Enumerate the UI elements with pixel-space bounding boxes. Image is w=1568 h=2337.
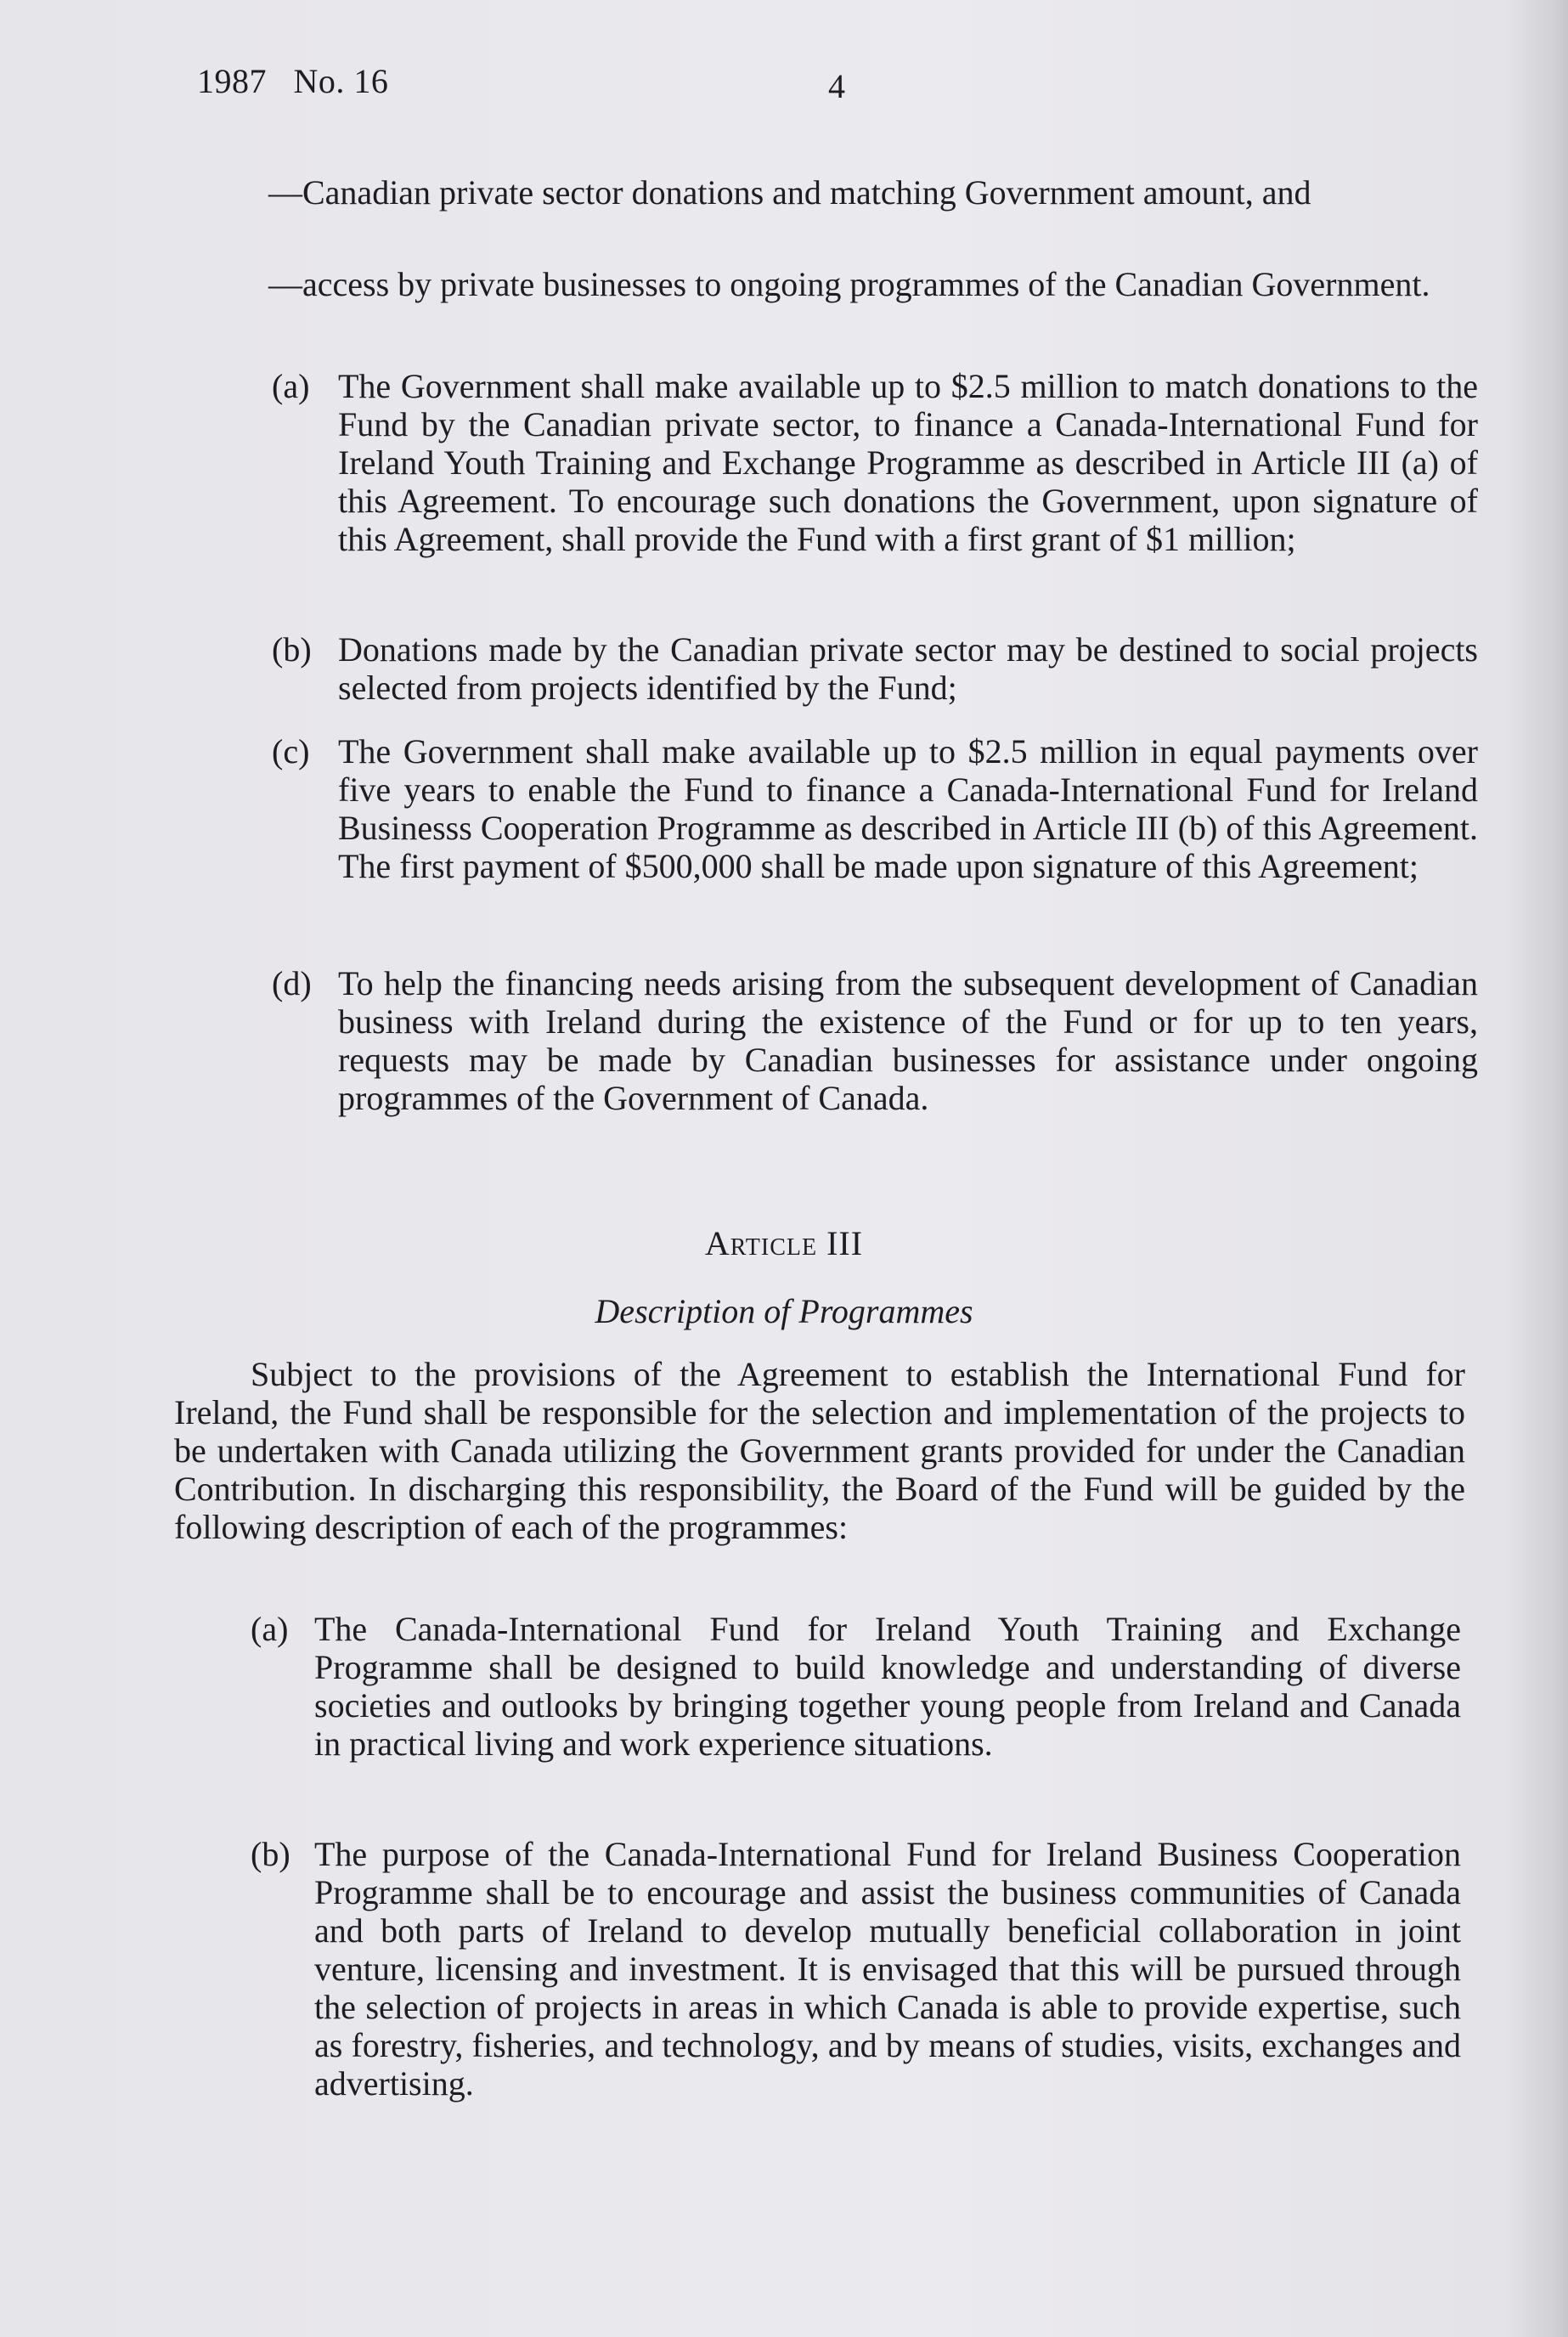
item-text: Donations made by the Canadian private sector may be destined to social projects selected from projects identified by the Fund; [338,630,1478,707]
item-text: The purpose of the Canada-International Fund for Ireland Business Cooperation Programme shall be to encourage and assist the business communities of Canada and both parts of Ireland to develop mutually beneficial collaboration in joint venture, licensing and investment. It is envisaged that this will be pursued through the selection of projects in areas in which Canada is able to provide expertise, such as forestry, fisheries, and technology, and by means of studies, visits, exchanges and advertising. [314,1835,1461,2103]
contribution-item-b [272,630,1478,711]
contribution-item-a [272,367,1478,605]
article-heading: Article III [704,1224,864,1262]
item-marker: (a) [272,367,310,405]
item-text: The Government shall make available up to $2.5 million in equal payments over five years to enable the Fund to finance a Canada-International Fund for Ireland Businesss Cooperation Programme as described in Article III (b) of this Agreement. The first payment of $500,000 shall be made upon signature of this Agreement; [338,732,1478,885]
item-marker: (b) [272,630,312,669]
item-text: To help the financing needs arising from the subsequent development of Canadian business with Ireland during the existence of the Fund or for up to ten years, requests may be made by Canadian businesses for assistance under ongoing programmes of the Government of Canada. [338,964,1478,1117]
item-marker: (d) [272,964,312,1002]
article-subheading: Description of Programmes [595,1292,973,1330]
intro-bullet-1: —Canadian private sector donations and matching Government amount, and [268,173,1311,212]
item-marker: (c) [272,732,310,771]
programme-item-a [251,1610,1461,1771]
item-text: The Government shall make available up to $2.5 million to match donations to the Fund by the Canadian private sector, to finance a Canada-International Fund for Ireland Youth Training and Exchange Programme as described in Article III (a) of this Agreement. To encourage such donations the Government, upon signature of this Agreement, shall provide the Fund with a first grant of $1 million; [338,367,1478,558]
contribution-item-d [272,964,1478,1126]
item-marker: (a) [251,1610,289,1648]
programme-item-b [251,1835,1461,2158]
item-text: The Canada-International Fund for Ireland Youth Training and Exchange Programme shall be designed to build knowledge and understanding of diverse societies and outlooks by bringing together young people from Ireland and Canada in practical living and work experience situations. [314,1610,1461,1763]
item-marker: (b) [251,1835,290,1873]
intro-bullet-2 [268,265,1488,303]
intro-bullet-2-text: —access by private businesses to ongoing programmes of the Canadian Government. [268,265,1430,303]
article-intro-paragraph: Subject to the provisions of the Agreement to establish the International Fund for Ireland, the Fund shall be responsible for the selection and implementation of the projects to be undertaken with Canada utilizing the Government grants provided for under the Canadian Contribution. In discharging this responsibility, the Board of the Fund will be guided by the following description of each of the programmes: [174,1355,1465,1546]
contribution-item-c [272,732,1478,928]
document-reference: 1987 No. 16 [197,62,389,100]
page-number: 4 [828,67,845,105]
